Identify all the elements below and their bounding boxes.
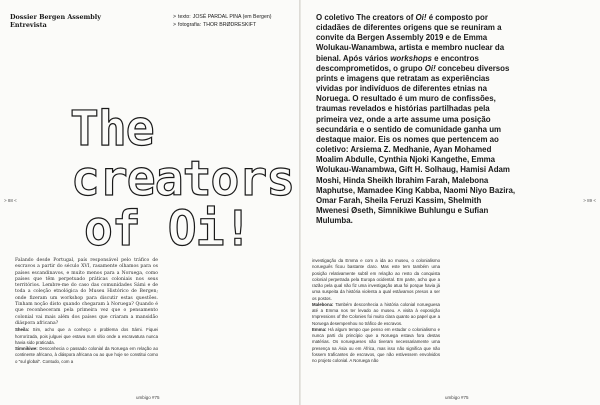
lead-segment: é composto por cidadães de diferentes origens que se reuniram a convite da Bergen Assembly 2019 e de Emma Wolukau-Wanambwa, artista e membro nuclear da bienal. Após vários xyxy=(316,13,505,63)
section-heading xyxy=(10,13,101,29)
answer-simnikiwe: Simnikiwe: Desconhecia o passado colonial da Noruega em relação ao continente africano, à diáspora africana ou ao que hoje se constitui como o "sul global". Contudo, com a xyxy=(15,346,158,364)
answer-emma: Emma: Há algum tempo que penso em estudar o colonialismo e nunca parti do princípio que a Noruega estava fora destas matérias. Os noruegueses não tiveram necessariamente uma presença na Ásia ou em África, mas isso não significa que não fossem traficantes de escravos, que não estivessem envolvidos no projeto colonial. A Noruega não xyxy=(312,326,440,363)
title-line-3: of Oi! xyxy=(84,201,252,257)
credits xyxy=(171,13,271,29)
footer-left: umbigo #75 xyxy=(136,395,160,400)
section-label: Dossier Bergen Assembly xyxy=(10,13,101,21)
lead-paragraph xyxy=(316,13,516,226)
lead-segment: O coletivo The creators of xyxy=(316,13,416,22)
page-number-right: > 89 < xyxy=(583,198,596,203)
answer-malebona: Malebona: Também desconhecia a história colonial norueguesa até a Emma nos ter levado ao museu. A visita à exposição Impressions of the Colonies foi muito clara quanto ao papel que a Noruega desempenhou no tráfico de escravos. xyxy=(312,301,440,326)
lead-segment: workshops xyxy=(390,53,432,63)
credit-text: > texto: JOSÉ PARDAL PINA (em Bergen) xyxy=(173,14,272,20)
right-page xyxy=(301,0,600,405)
article-title xyxy=(70,101,299,257)
answer-continued: investigação da Emma e com a ida ao museu, o colonialismo norueguês ficou bastante claro. Mas este tem também uma posição relativamente subtil em relação ao resto da conquista colonial perpetrada pela Europa ocidental. Em parte, acho que a razão pela qual não fiz uma investigação atua foi porque havia já uma suspeita da história violenta a qual estávamos presos a ser os postos. xyxy=(312,258,440,301)
page-number-left: > 88 < xyxy=(4,198,17,203)
title-line-1: The xyxy=(70,101,154,157)
interview-column-1 xyxy=(15,258,158,365)
left-page xyxy=(0,0,299,405)
interview-question: Falando desde Portugal, país responsável pelo tráfico de escravos a partir do século XVI, rasamente olhamos para os países escandinavos, e muito menos para a Noruega, como países que têm perpetuado práticas coloniais nos seus territórios. Lembre-me do caso das comunidades Sámi e de toda a coleção etnológica do Museu Histórico de Bergen; onde fizeram um workshop para discutir estas questões. Tinham noção disto quando chegaram à Noruega? Quando é que reconheceram pela primeira vez que o pensamento colonial vai mais além dos países que criaram a mansidão diáspora africana? xyxy=(15,258,158,326)
lead-segment: Oi! xyxy=(424,63,436,73)
lead-segment: e encontros descomprometidos, o grupo xyxy=(316,53,479,73)
footer-right: umbigo #75 xyxy=(445,395,469,400)
title-line-2: creators xyxy=(71,151,295,207)
interview-column-2 xyxy=(312,258,440,364)
lead-segment: concebeu diversos prints e imagens que retratam as experiências vividas por indivíduos de diferentes etnias na Noruega. O resultado é um muro de confissões, traumas revelados e histórias partilhadas pela primeira vez, onde a arte assume uma posição secundária e o sentido de comunidade ganha um destaque maior. Eis os nomes que pertencem ao coletivo: Arsiema Z. Medhanie, Ayan Mohamed Moalim Abdulle, Cynthia Njoki Kangethe, Emma Wolukau-Wanambwa, Gift H. Solhaug, Hamisi Adam Moshi, Hinda Sheikh Ibrahim Farah, Malebona Maphutse, Mamadee King Kabba, Naomi Niyo Bazira, Omar Farah, Sheila Feruzi Kassim, Shelmith Mwenesi Øseth, Simnikiwe Buhlungu e Sufian Mulumba. xyxy=(316,63,516,226)
credit-photo: > fotografia: THOR BRØDRESKIFT xyxy=(173,22,257,28)
section-sublabel: Entrevista xyxy=(10,21,47,29)
lead-segment: Oi! xyxy=(415,13,427,22)
answer-sheila: Sheila: Sim, acho que a conheço o problema dos Sámi. Fiquei horrorizada, pois julguei que estava num sítio onde a escravatura nunca havia sido praticada. xyxy=(15,327,158,345)
